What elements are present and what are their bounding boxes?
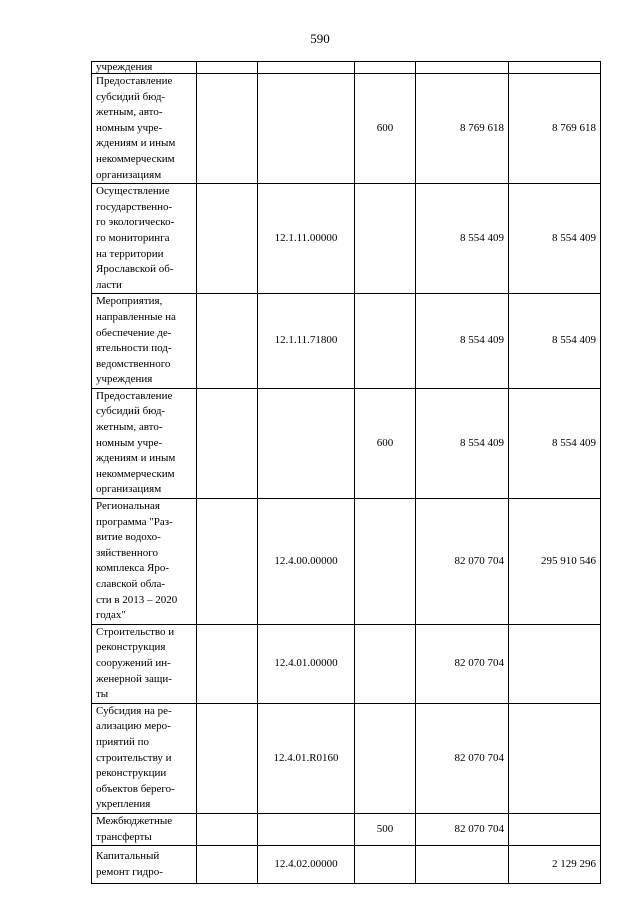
- amount-year1-cell: 8 554 409: [416, 184, 509, 294]
- expense-name-cell: Региональная программа "Раз- витие водохо- зяйственного комплекса Яро- славской обла- сти в 2013 – 2020 годах": [92, 499, 197, 625]
- ministry-code-cell: [197, 388, 258, 498]
- expense-type-cell: [355, 703, 416, 813]
- amount-year1-cell: 8 554 409: [416, 294, 509, 389]
- table-row: [92, 624, 601, 703]
- target-article-cell: 12.4.00.00000: [258, 499, 355, 625]
- ministry-code-cell: [197, 624, 258, 703]
- target-article-cell: 12.4.01.R0160: [258, 703, 355, 813]
- amount-year1-cell: [416, 62, 509, 74]
- ministry-code-cell: [197, 499, 258, 625]
- table-row: [92, 294, 601, 389]
- ministry-code-cell: [197, 703, 258, 813]
- amount-year2-cell: 2 129 296: [509, 846, 601, 884]
- target-article-cell: 12.4.02.00000: [258, 846, 355, 884]
- amount-year1-cell: [416, 846, 509, 884]
- target-article-cell: [258, 813, 355, 845]
- expense-name-cell: Предоставление субсидий бюд- жетным, авто- номным учре- ждениям и иным некоммерческим организациям: [92, 388, 197, 498]
- amount-year2-cell: 8 769 618: [509, 74, 601, 184]
- ministry-code-cell: [197, 184, 258, 294]
- ministry-code-cell: [197, 62, 258, 74]
- expense-name-cell: Капитальный ремонт гидро-: [92, 846, 197, 884]
- target-article-cell: 12.4.01.00000: [258, 624, 355, 703]
- expense-name-cell: Предоставление субсидий бюд- жетным, авто- номным учре- ждениям и иным некоммерческим организациям: [92, 74, 197, 184]
- table-row: [92, 62, 601, 74]
- page-number: 590: [310, 31, 330, 46]
- amount-year2-cell: 8 554 409: [509, 294, 601, 389]
- expense-name-cell: Мероприятия, направленные на обеспечение де- ятельности под- ведомственного учреждения: [92, 294, 197, 389]
- expense-type-cell: [355, 624, 416, 703]
- target-article-cell: [258, 388, 355, 498]
- amount-year2-cell: [509, 624, 601, 703]
- expense-name-cell: Строительство и реконструкция сооружений ин- женерной защи- ты: [92, 624, 197, 703]
- expense-type-cell: 500: [355, 813, 416, 845]
- ministry-code-cell: [197, 294, 258, 389]
- ministry-code-cell: [197, 846, 258, 884]
- amount-year1-cell: 82 070 704: [416, 703, 509, 813]
- target-article-cell: 12.1.11.00000: [258, 184, 355, 294]
- amount-year2-cell: 8 554 409: [509, 388, 601, 498]
- expense-type-cell: [355, 846, 416, 884]
- amount-year2-cell: [509, 813, 601, 845]
- target-article-cell: [258, 74, 355, 184]
- expense-name-cell: Субсидия на ре- ализацию меро- приятий по строительству и реконструкции объектов берего- укрепления: [92, 703, 197, 813]
- amount-year1-cell: 82 070 704: [416, 813, 509, 845]
- expense-type-cell: 600: [355, 74, 416, 184]
- table-row: [92, 184, 601, 294]
- table-row: [92, 813, 601, 845]
- expense-type-cell: [355, 184, 416, 294]
- table-row: [92, 846, 601, 884]
- expense-type-cell: [355, 294, 416, 389]
- ministry-code-cell: [197, 813, 258, 845]
- target-article-cell: 12.1.11.71800: [258, 294, 355, 389]
- amount-year1-cell: 82 070 704: [416, 624, 509, 703]
- ministry-code-cell: [197, 74, 258, 184]
- table-row: [92, 74, 601, 184]
- expense-name-cell: учреждения: [92, 62, 197, 74]
- amount-year2-cell: [509, 703, 601, 813]
- target-article-cell: [258, 62, 355, 74]
- amount-year2-cell: [509, 62, 601, 74]
- table-row: [92, 499, 601, 625]
- expense-name-cell: Осуществление государственно- го экологическо- го мониторинга на территории Ярославской об- ласти: [92, 184, 197, 294]
- amount-year2-cell: 8 554 409: [509, 184, 601, 294]
- expense-name-cell: Межбюджетные трансферты: [92, 813, 197, 845]
- budget-table: [91, 61, 601, 884]
- expense-type-cell: [355, 62, 416, 74]
- amount-year1-cell: 8 554 409: [416, 388, 509, 498]
- amount-year1-cell: 8 769 618: [416, 74, 509, 184]
- table-row: [92, 388, 601, 498]
- expense-type-cell: [355, 499, 416, 625]
- amount-year1-cell: 82 070 704: [416, 499, 509, 625]
- amount-year2-cell: 295 910 546: [509, 499, 601, 625]
- expense-type-cell: 600: [355, 388, 416, 498]
- budget-table-body: [92, 62, 601, 884]
- table-row: [92, 703, 601, 813]
